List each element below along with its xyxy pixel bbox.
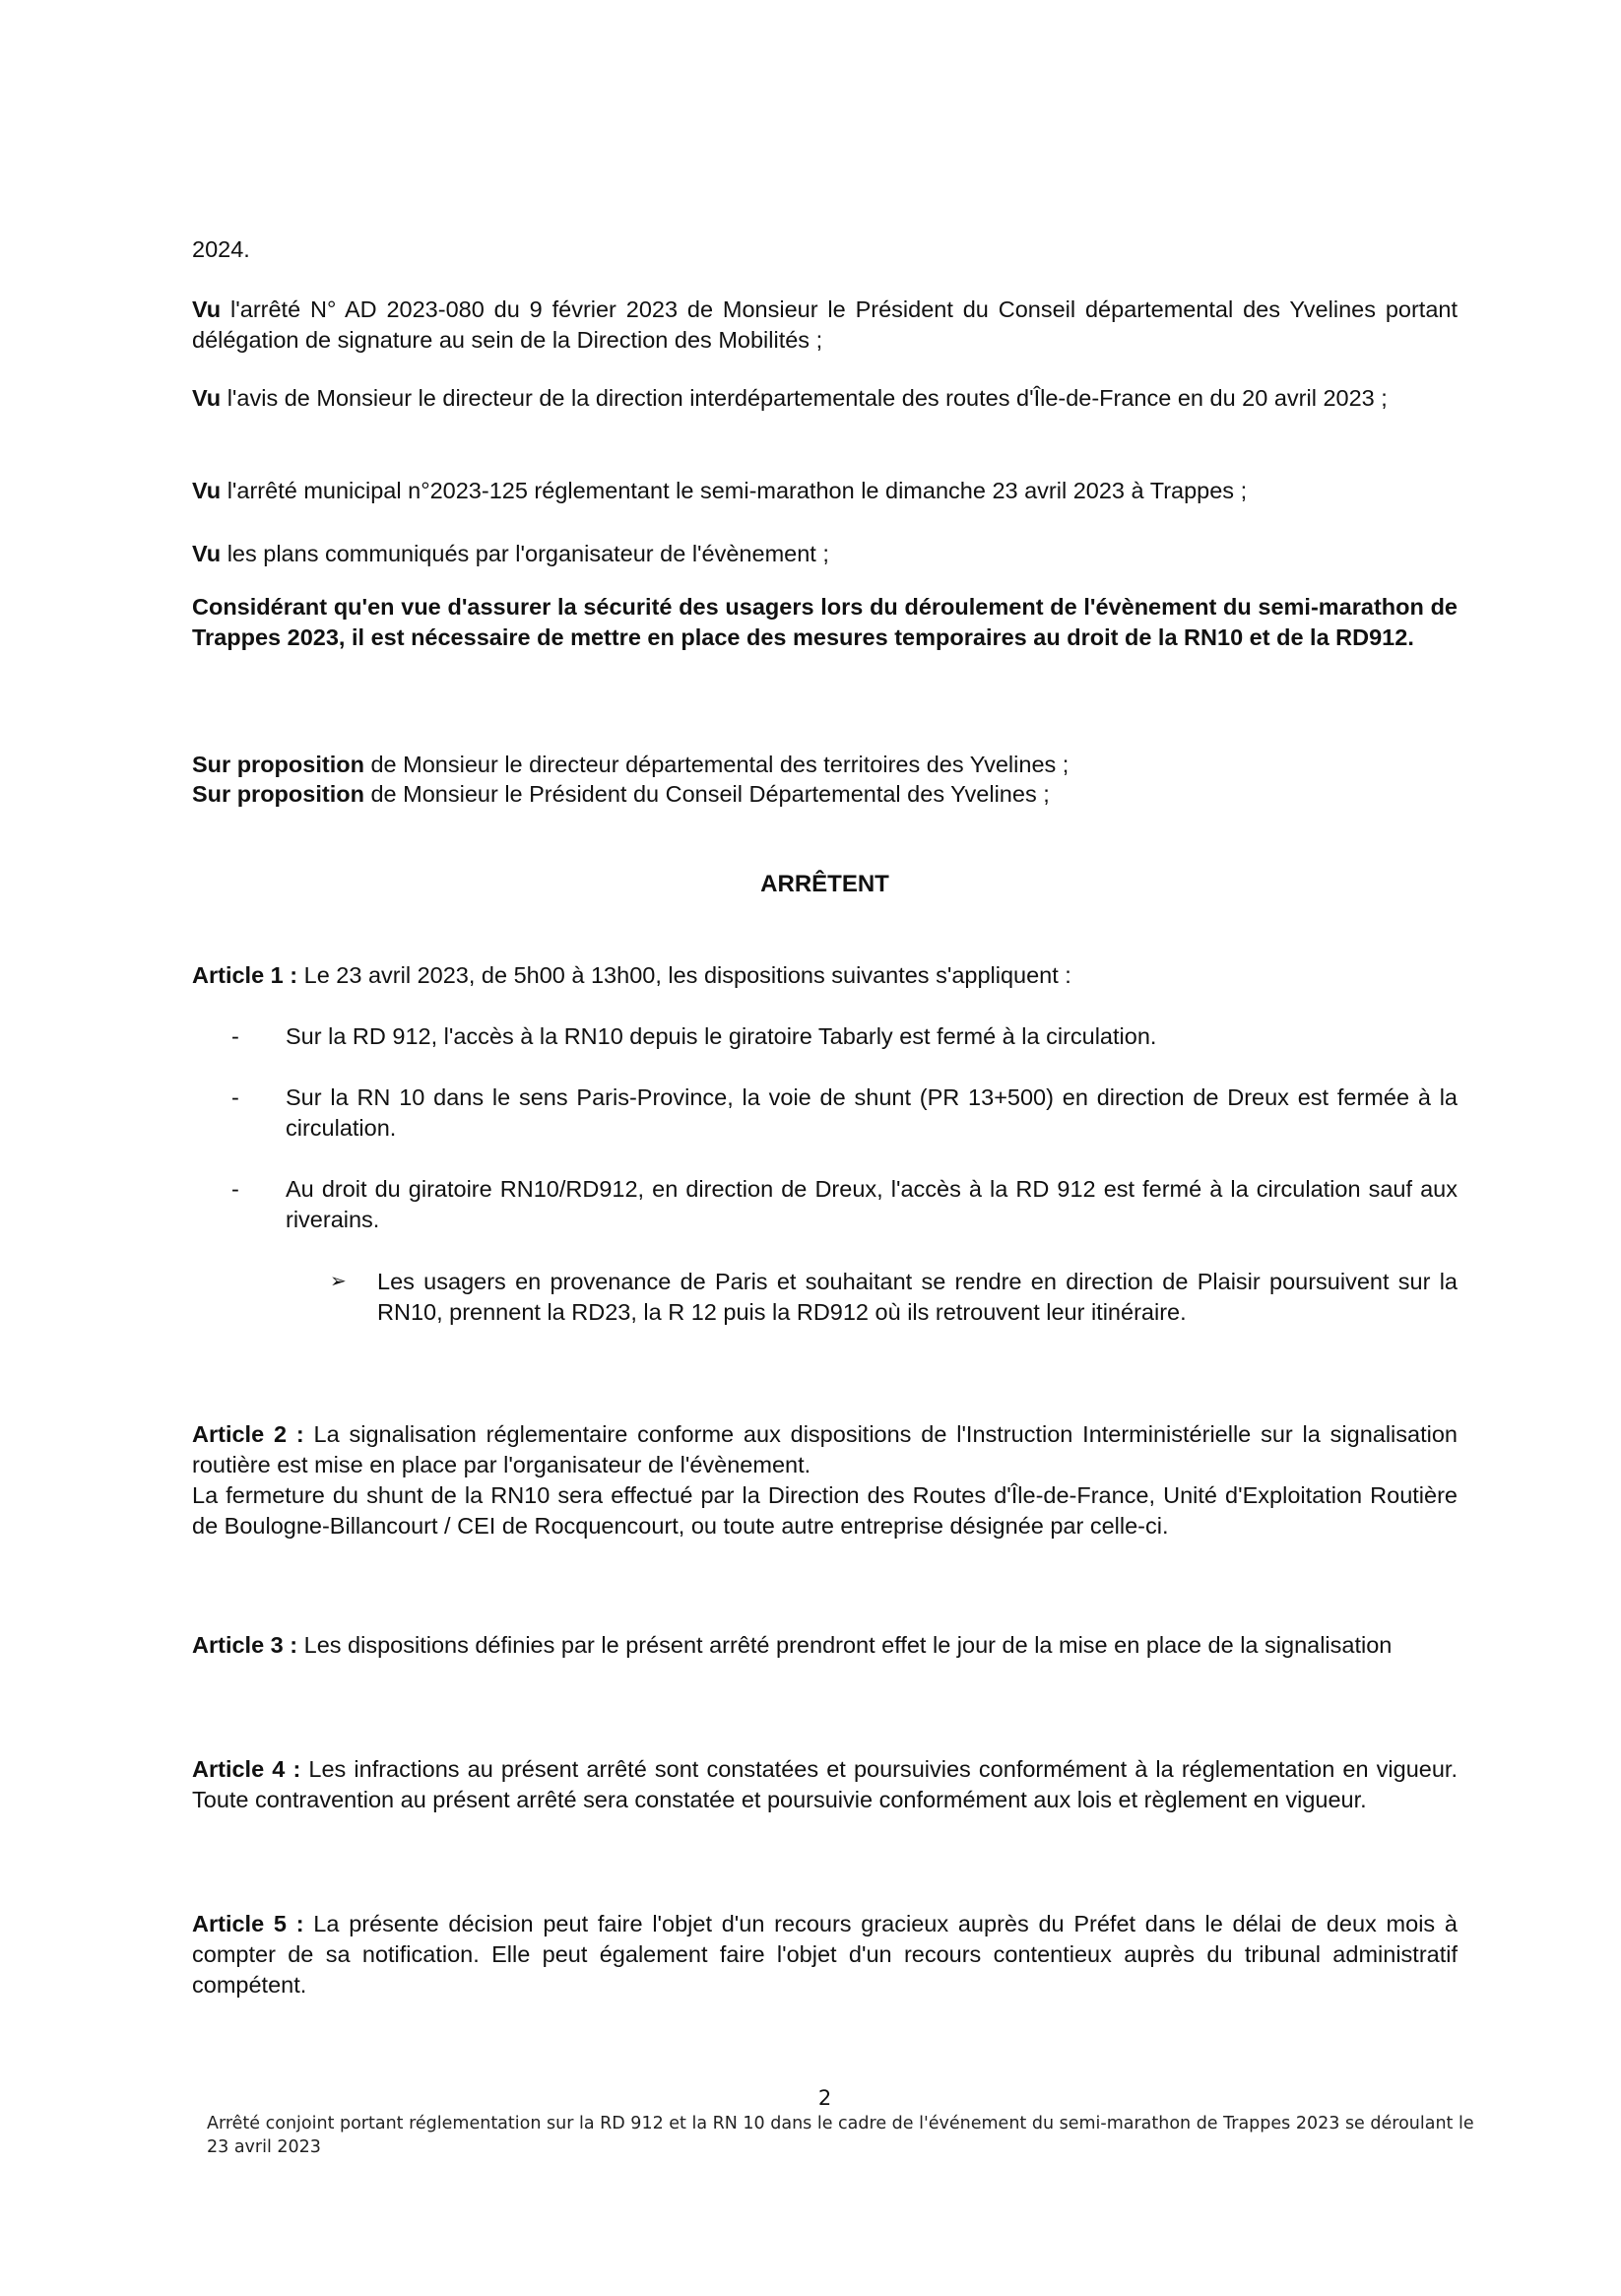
article-2-text: La signalisation réglementaire conforme aux dispositions de l'Instruction Interministérielle sur la signalisation routière est mise en place par l'organisateur de l'évènement. [192, 1421, 1458, 1477]
article-3 [192, 1630, 1458, 1661]
page-number: 2 [817, 2086, 832, 2110]
considerant-paragraph: Considérant qu'en vue d'assurer la sécurité des usagers lors du déroulement de l'évènement du semi-marathon de Trappes 2023, il est nécessaire de mettre en place des mesures temporaires au droit de la RN10 et de la RD912. [192, 594, 1458, 650]
bullet-text: Sur la RN 10 dans le sens Paris-Province, la voie de shunt (PR 13+500) en direction de Dreux est fermée à la circulation. [286, 1084, 1458, 1141]
vu-lead: Vu [192, 478, 222, 503]
article-1-bullet [231, 1082, 1458, 1144]
proposition-text: de Monsieur le directeur départemental des territoires des Yvelines ; [363, 752, 1070, 777]
vu-clause [192, 383, 1458, 414]
article-5-lead: Article 5 : [192, 1911, 304, 1936]
arrow-bullet-icon: ➢ [330, 1271, 347, 1292]
article-4 [192, 1754, 1458, 1815]
vu-text: les plans communiqués par l'organisateur de l'évènement ; [221, 541, 829, 566]
dash-bullet-icon: - [231, 1176, 239, 1202]
bullet-text: Sur la RD 912, l'accès à la RN10 depuis le giratoire Tabarly est fermé à la circulation. [286, 1023, 1157, 1049]
bullet-text: Au droit du giratoire RN10/RD912, en direction de Dreux, l'accès à la RD 912 est fermé à la circulation sauf aux riverains. [286, 1176, 1458, 1232]
proposition-text: de Monsieur le Président du Conseil Départemental des Yvelines ; [363, 781, 1050, 807]
article-3-lead: Article 3 : [192, 1632, 298, 1658]
dash-bullet-icon: - [231, 1084, 239, 1110]
vu-text: l'avis de Monsieur le directeur de la direction interdépartementale des routes d'Île-de-France en du 20 avril 2023 ; [221, 385, 1388, 411]
vu-clause [192, 476, 1458, 506]
decree-heading: ARRÊTENT [760, 871, 889, 897]
article-3-text: Les dispositions définies par le présent arrêté prendront effet le jour de la mise en place de la signalisation [297, 1632, 1393, 1658]
proposition-line [192, 779, 1458, 810]
proposition-line [192, 750, 1458, 780]
vu-lead: Vu [192, 385, 222, 411]
vu-clause [192, 539, 1458, 569]
continuation-text: 2024. [192, 236, 250, 262]
article-5-text: La présente décision peut faire l'objet d'un recours gracieux auprès du Préfet dans le délai de deux mois à compter de sa notification. Elle peut également faire l'objet d'un recours contentieux auprès du tribunal administratif compétent. [192, 1911, 1458, 1998]
proposition-lead: Sur proposition [192, 781, 364, 807]
article-4-lead: Article 4 : [192, 1756, 301, 1782]
article-2-second-paragraph: La fermeture du shunt de la RN10 sera effectué par la Direction des Routes d'Île-de-France, Unité d'Exploitation Routière de Boulogne-Billancourt / CEI de Rocquencourt, ou toute autre entreprise désignée par celle-ci. [192, 1482, 1458, 1539]
vu-text: l'arrêté municipal n°2023-125 réglementant le semi-marathon le dimanche 23 avril 2023 à Trappes ; [221, 478, 1248, 503]
article-1-text: Le 23 avril 2023, de 5h00 à 13h00, les dispositions suivantes s'appliquent : [297, 962, 1071, 988]
article-4-text: Les infractions au présent arrêté sont constatées et poursuivies conformément à la réglementation en vigueur. Toute contravention au présent arrêté sera constatée et poursuivie conformément aux lois et règlement en vigueur. [192, 1756, 1458, 1812]
article-1-sub-bullet [330, 1267, 1458, 1328]
vu-text: l'arrêté N° AD 2023-080 du 9 février 2023 de Monsieur le Président du Conseil départemental des Yvelines portant délégation de signature au sein de la Direction des Mobilités ; [192, 296, 1458, 353]
article-1-lead: Article 1 : [192, 962, 298, 988]
vu-lead: Vu [192, 296, 222, 322]
article-1-bullet [231, 1174, 1458, 1235]
footer-caption: Arrêté conjoint portant réglementation sur la RD 912 et la RN 10 dans le cadre de l'événement du semi-marathon de Trappes 2023 se déroulant le 23 avril 2023 [207, 2114, 1474, 2157]
dash-bullet-icon: - [231, 1023, 239, 1049]
article-2-lead: Article 2 : [192, 1421, 304, 1447]
vu-clause [192, 295, 1458, 356]
article-2 [192, 1419, 1458, 1542]
article-1-bullet [231, 1021, 1458, 1052]
proposition-lead: Sur proposition [192, 752, 364, 777]
article-5 [192, 1909, 1458, 2001]
vu-lead: Vu [192, 541, 222, 566]
sub-bullet-text: Les usagers en provenance de Paris et souhaitant se rendre en direction de Plaisir poursuivent sur la RN10, prennent la RD23, la R 12 puis la RD912 où ils retrouvent leur itinéraire. [377, 1269, 1458, 1325]
article-1 [192, 960, 1458, 991]
